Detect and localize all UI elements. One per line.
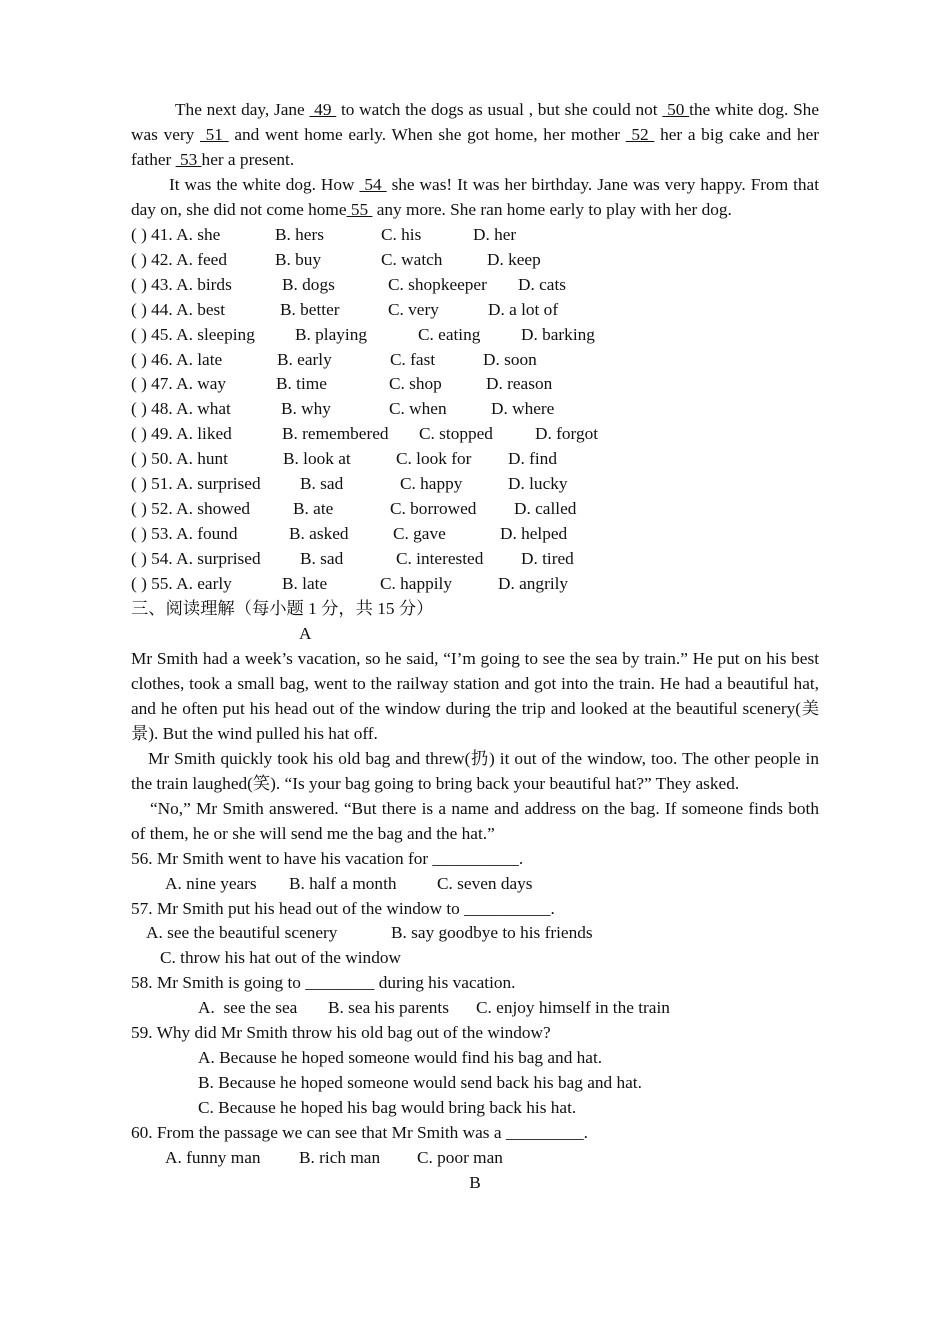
option-a: ( ) 48. A. what: [131, 399, 231, 419]
option-c: C. fast: [390, 349, 436, 369]
question-54: [131, 547, 819, 572]
question-52: [131, 497, 819, 522]
option-d: D. soon: [483, 349, 537, 369]
option-d: D. her: [473, 224, 517, 244]
option-a: ( ) 53. A. found: [131, 524, 238, 544]
question-57-options: [131, 921, 819, 946]
question-51: [131, 472, 819, 497]
option-d: D. reason: [486, 374, 553, 394]
blank-53: 53: [175, 149, 202, 169]
question-60-options: [131, 1146, 819, 1171]
passage-paragraph-3: “No,” Mr Smith answered. “But there is a name and address on the bag. If someone finds both of them, he or she will send me the bag and the hat.”: [131, 798, 819, 843]
option-a: ( ) 49. A. liked: [131, 424, 232, 444]
option-b: B. late: [282, 574, 328, 594]
option-b: B. look at: [283, 449, 351, 469]
question-48: [131, 397, 819, 422]
option-c: C. stopped: [419, 424, 493, 444]
text: The next day, Jane: [175, 100, 310, 119]
passage-label-a: A: [299, 624, 312, 644]
question-55: [131, 572, 819, 597]
option-b: B. asked: [289, 524, 349, 544]
section-heading: 三、阅读理解（每小题 1 分，共 15 分）: [131, 599, 434, 619]
option-a: ( ) 54. A. surprised: [131, 549, 261, 569]
option-a: ( ) 52. A. showed: [131, 499, 251, 519]
option-b: B. better: [280, 299, 340, 319]
option-c: C. throw his hat out of the window: [160, 948, 401, 968]
text: the white dog. She was very: [131, 100, 819, 144]
option-a: ( ) 42. A. feed: [131, 249, 227, 269]
option-b: B. say goodbye to his friends: [391, 923, 593, 943]
option-d: D. forgot: [535, 424, 599, 444]
option-b: B. sea his parents: [328, 998, 449, 1018]
option-c: C. watch: [381, 249, 443, 269]
option-c: C. very: [388, 299, 439, 319]
option-a: ( ) 55. A. early: [131, 574, 232, 594]
question-43: [131, 273, 819, 298]
option-d: D. keep: [487, 249, 541, 269]
option-b: B. buy: [275, 249, 322, 269]
question-59-option-c: C. Because he hoped his bag would bring back his hat.: [198, 1098, 577, 1118]
worksheet-page: [131, 98, 819, 1196]
option-c: C. when: [389, 399, 447, 419]
option-d: D. called: [514, 499, 577, 519]
blank-52: 52: [625, 124, 655, 144]
blank-49: 49: [309, 100, 337, 119]
text: to watch the dogs as usual , but she could not: [336, 100, 663, 119]
question-58-options: [131, 996, 819, 1021]
option-b: B. rich man: [299, 1148, 381, 1168]
option-b: B. playing: [295, 324, 368, 344]
option-b: B. half a month: [289, 873, 397, 893]
option-c: C. his: [381, 224, 422, 244]
option-b: B. ate: [293, 499, 334, 519]
question-41: [131, 223, 819, 248]
option-c: C. gave: [393, 524, 446, 544]
question-59-stem: 59. Why did Mr Smith throw his old bag out of the window?: [131, 1023, 551, 1043]
option-b: B. early: [277, 349, 332, 369]
option-a: ( ) 45. A. sleeping: [131, 324, 255, 344]
option-d: D. tired: [521, 549, 574, 569]
option-b: B. time: [276, 374, 327, 394]
passage-label-b: B: [469, 1172, 481, 1192]
option-b: B. why: [281, 399, 331, 419]
option-b: B. remembered: [282, 424, 389, 444]
question-53: [131, 522, 819, 547]
cloze-paragraph-2: [131, 173, 819, 223]
option-b: B. dogs: [282, 274, 335, 294]
passage-paragraph-2: Mr Smith quickly took his old bag and threw(扔) it out of the window, too. The other people in the train laughed(笑). “Is your bag going to bring back your beautiful hat?” They asked.: [131, 748, 819, 793]
question-58-stem: 58. Mr Smith is going to ________ during his vacation.: [131, 973, 516, 993]
option-c: C. eating: [418, 324, 481, 344]
option-d: D. where: [491, 399, 555, 419]
option-c: C. borrowed: [390, 499, 477, 519]
question-45: [131, 323, 819, 348]
option-d: D. find: [508, 449, 557, 469]
option-d: D. cats: [518, 274, 566, 294]
option-d: D. angrily: [498, 574, 569, 594]
question-44: [131, 298, 819, 323]
blank-51: 51: [199, 124, 229, 144]
question-46: [131, 348, 819, 373]
option-d: D. a lot of: [488, 299, 559, 319]
passage-paragraph-1: Mr Smith had a week’s vacation, so he said, “I’m going to see the sea by train.” He put on his best clothes, took a small bag, went to the railway station and got into the train. He had a beautiful hat, and he often put his head out of the window during the trip and looked at the beautiful scenery(美景). But the wind pulled his hat off.: [131, 648, 819, 743]
option-a: ( ) 44. A. best: [131, 299, 226, 319]
option-a: ( ) 43. A. birds: [131, 274, 232, 294]
option-a: A. funny man: [165, 1148, 261, 1168]
option-c: C. shop: [389, 374, 442, 394]
question-57-stem: 57. Mr Smith put his head out of the window to __________.: [131, 898, 555, 918]
option-d: D. helped: [500, 524, 568, 544]
option-d: D. lucky: [508, 474, 568, 494]
option-a: A. see the beautiful scenery: [146, 923, 338, 943]
option-c: C. happily: [380, 574, 453, 594]
text: her a present.: [201, 149, 295, 169]
text: her a big cake and her father: [131, 124, 820, 169]
text: she was! It was her birthday. Jane was very happy. From that day on, she did not come home: [131, 174, 819, 219]
option-b: B. hers: [275, 224, 324, 244]
option-a: ( ) 41. A. she: [131, 224, 221, 244]
question-59-option-b: B. Because he hoped someone would send back his bag and hat.: [198, 1073, 642, 1093]
question-49: [131, 422, 819, 447]
text: It was the white dog. How: [169, 174, 360, 194]
question-50: [131, 447, 819, 472]
question-42: [131, 248, 819, 273]
question-59-option-a: A. Because he hoped someone would find his bag and hat.: [198, 1048, 603, 1068]
question-56-options: [131, 872, 819, 897]
option-a: ( ) 51. A. surprised: [131, 474, 261, 494]
blank-50: 50: [662, 100, 690, 119]
option-c: C. poor man: [417, 1148, 503, 1168]
option-b: B. sad: [300, 549, 344, 569]
option-c: C. interested: [396, 549, 484, 569]
option-c: C. shopkeeper: [388, 274, 487, 294]
option-a: ( ) 47. A. way: [131, 374, 227, 394]
blank-54: 54: [359, 174, 387, 194]
option-a: A. nine years: [165, 873, 257, 893]
option-b: B. sad: [300, 474, 344, 494]
question-57-options-2: [131, 946, 819, 971]
option-a: ( ) 46. A. late: [131, 349, 223, 369]
question-47: [131, 372, 819, 397]
option-c: C. happy: [400, 474, 463, 494]
text: any more. She ran home early to play with her dog.: [372, 199, 732, 219]
cloze-question-list: [131, 223, 819, 597]
text: and went home early. When she got home, her mother: [228, 124, 626, 144]
question-56-stem: 56. Mr Smith went to have his vacation for __________.: [131, 848, 524, 868]
option-c: C. enjoy himself in the train: [476, 998, 670, 1018]
option-a: A. see the sea: [198, 998, 298, 1018]
option-d: D. barking: [521, 324, 595, 344]
option-c: C. seven days: [437, 873, 533, 893]
blank-55: 55: [346, 199, 373, 219]
option-a: ( ) 50. A. hunt: [131, 449, 228, 469]
option-c: C. look for: [396, 449, 472, 469]
question-60-stem: 60. From the passage we can see that Mr Smith was a _________.: [131, 1123, 588, 1143]
cloze-paragraph-1: [131, 98, 819, 173]
